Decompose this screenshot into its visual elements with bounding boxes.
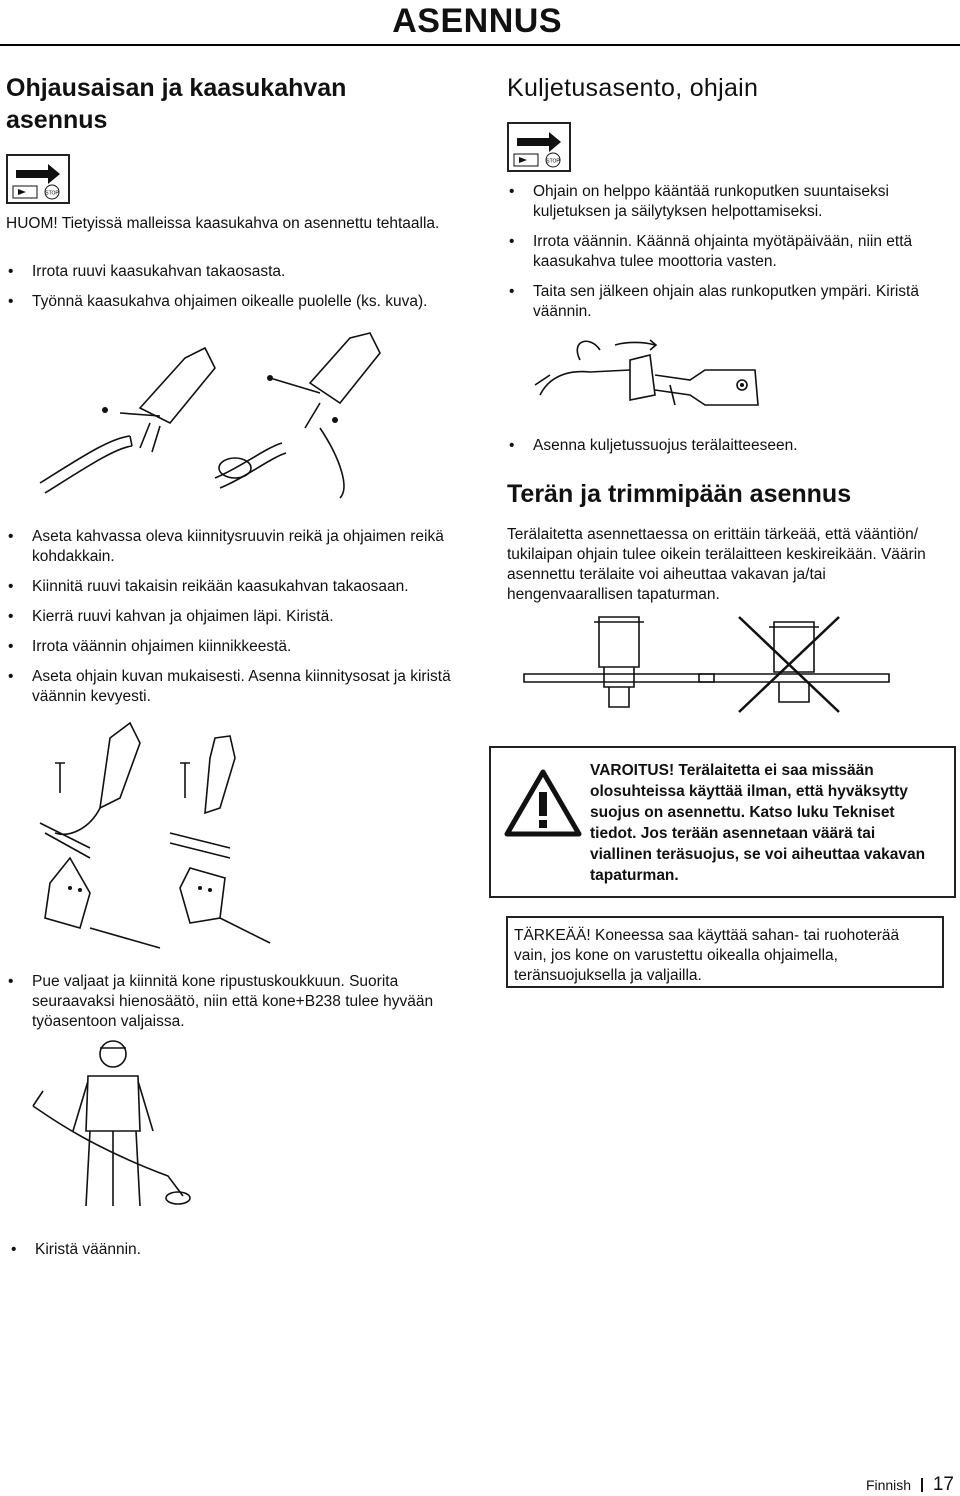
page-header-title: ASENNUS [392, 2, 562, 40]
list-item: • Taita sen jälkeen ohjain alas runkoputken ympäri. Kiristä väännin. [507, 282, 947, 322]
blade-mounting-illustration [514, 612, 944, 722]
note-text: HUOM! Tietyissä malleissa kaasukahva on asennettu tehtaalla. [6, 215, 440, 232]
transport-position-title: Kuljetusasento, ohjain [507, 74, 759, 102]
handle-positioning-illustration [30, 718, 290, 948]
blade-trimmer-title: Terän ja trimmipään asennus [507, 480, 852, 508]
right-bullets-1 [507, 182, 947, 332]
arrow-stop-icon [6, 154, 70, 204]
svg-text:STOP: STOP [546, 158, 560, 165]
list-item: • Irrota ruuvi kaasukahvan takaosasta. [6, 262, 466, 282]
warning-triangle-icon [504, 768, 582, 838]
header-rule [0, 44, 960, 46]
list-item: • Asenna kuljetussuojus terälaitteeseen. [507, 436, 947, 456]
list-item: • Kiinnitä ruuvi takaisin reikään kaasukahvan takaosaan. [6, 577, 456, 597]
important-lead: TÄRKEÄÄ! [514, 927, 591, 944]
list-item: • Työnnä kaasukahva ohjaimen oikealle puolelle (ks. kuva). [6, 292, 466, 312]
important-box [506, 916, 944, 988]
list-item: • Aseta kahvassa oleva kiinnitysruuvin reikä ja ohjaimen reikä kohdakkain. [6, 527, 456, 567]
warning-lead: VAROITUS! [590, 762, 675, 779]
right-bullets-2 [507, 436, 947, 466]
list-item: • Kiristä väännin. [9, 1240, 459, 1260]
handle-installation-title: Ohjausaisan ja kaasukahvan asennus [6, 74, 347, 134]
list-item: • Aseta ohjain kuvan mukaisesti. Asenna kiinnitysosat ja kiristä väännin kevyesti. [6, 667, 456, 707]
operator-harness-illustration [28, 1036, 198, 1211]
list-item: • Irrota väännin. Käännä ohjainta myötäpäivään, niin että kaasukahva tulee moottoria vasten. [507, 232, 947, 272]
warning-text [590, 760, 935, 886]
page-footer [0, 1474, 960, 1496]
list-item: • Ohjain on helppo kääntää runkoputken suuntaiseksi kuljetuksen ja säilytyksen helpottamiseksi. [507, 182, 947, 222]
handle-assembly-illustration [20, 328, 470, 498]
transport-position-illustration [530, 330, 770, 420]
svg-text:STOP: STOP [45, 190, 59, 197]
left-bullets-3 [6, 972, 456, 1042]
left-bullets-1 [6, 262, 466, 322]
warning-body: Terälaitetta ei saa missään olosuhteissa käyttää ilman, että hyväksytty suojus on asennettu. Katso luku Tekniset tiedot. Jos terään asennetaan väärä tai viallinen teräsuojus, se voi aiheuttaa vakavan tapaturman. [590, 762, 926, 884]
footer-language: Finnish [865, 1477, 912, 1493]
left-bullets-4 [9, 1240, 459, 1270]
list-item: • Irrota väännin ohjaimen kiinnikkeestä. [6, 637, 456, 657]
left-bullets-2 [6, 527, 456, 717]
page-number: 17 [932, 1474, 954, 1495]
blade-instructions-text: Terälaitetta asennettaessa on erittäin tärkeää, että vääntiön/ tukilaipan ohjain tulee oikein terälaitteen keskireikään. Väärin asennettu terälaite voi aiheuttaa vakavan ja/tai hengenvaarallisen tapaturman. [507, 526, 926, 603]
list-item: • Kierrä ruuvi kahvan ja ohjaimen läpi. Kiristä. [6, 607, 456, 627]
important-body: Koneessa saa käyttää sahan- tai ruohoterää vain, jos kone on varustettu oikealla ohjaimella, teränsuojuksella ja valjailla. [514, 927, 900, 984]
list-item: • Pue valjaat ja kiinnitä kone ripustuskoukkuun. Suorita seuraavaksi hienosäätö, niin että kone+B238 tulee hyvään työasentoon valjaissa. [6, 972, 456, 1032]
footer-divider [921, 1478, 923, 1492]
arrow-stop-icon [507, 122, 571, 172]
